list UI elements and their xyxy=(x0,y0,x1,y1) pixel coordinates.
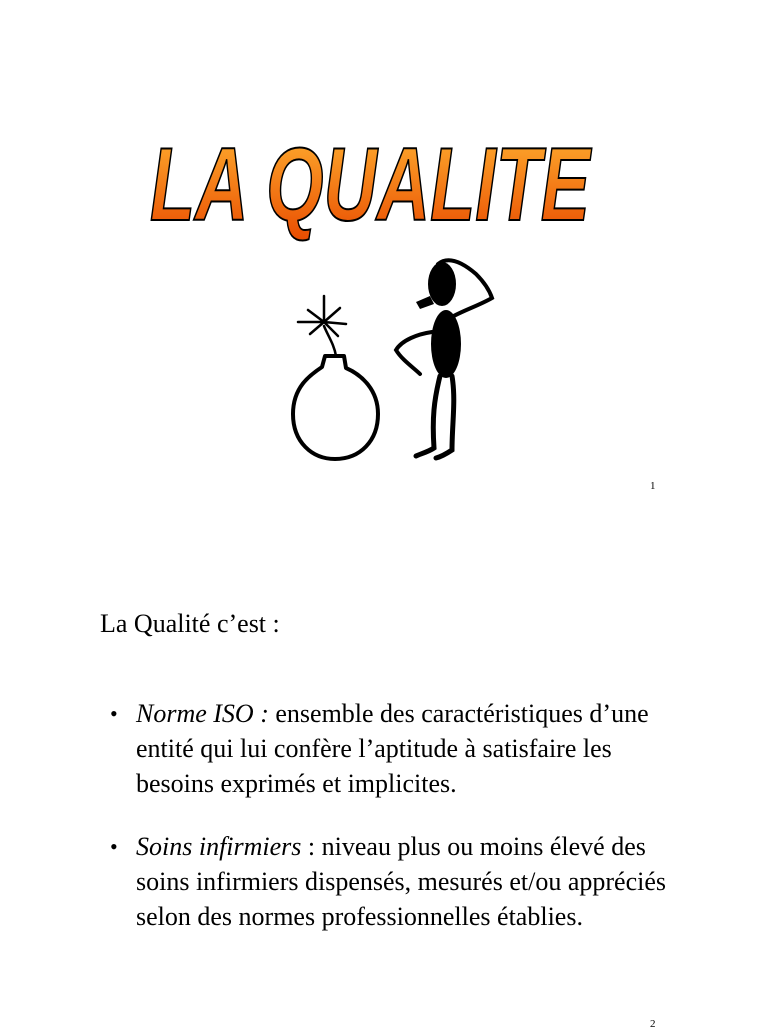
bomb-icon xyxy=(293,296,378,459)
slide-number: 1 xyxy=(650,480,656,492)
intro-text: La Qualité c’est : xyxy=(100,609,280,638)
list-item xyxy=(110,829,680,934)
list-item xyxy=(110,696,680,801)
illustration xyxy=(280,252,520,466)
slide-title-text: LA QUALITE xyxy=(150,127,592,243)
slide-definition xyxy=(0,512,768,1030)
definition-list xyxy=(110,696,680,962)
title-wordart xyxy=(140,127,600,243)
definition-term: Soins infirmiers xyxy=(136,832,302,861)
puzzled-stick-figure-icon xyxy=(396,260,492,458)
slide-title xyxy=(0,0,768,512)
slide-number: 2 xyxy=(650,1018,656,1030)
bullet-marker: • xyxy=(110,834,118,859)
bullet-marker: • xyxy=(110,701,118,726)
definition-text: : niveau plus ou moins élevé des soins infirmiers dispensés, mesurés et/ou appréciés selon des normes professionnelles établies. xyxy=(136,832,666,931)
definition-text: ensemble des caractéristiques d’une entité qui lui confère l’aptitude à satisfaire les besoins exprimés et implicites. xyxy=(136,699,649,798)
definition-term: Norme ISO : xyxy=(136,699,269,728)
